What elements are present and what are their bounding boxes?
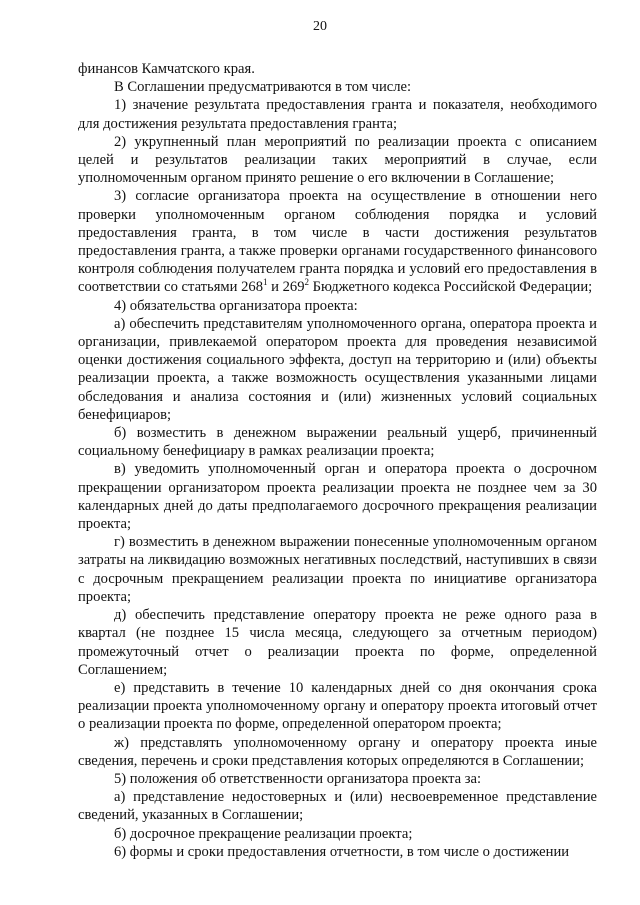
paragraph-item-6: 6) формы и сроки предоставления отчетности, в том числе о достижении (114, 843, 570, 860)
paragraph-item-4e: е) представить в течение 10 календарных дней со дня окончания срока реализации проекта уполномоченному органу и оператору проекта итоговый отчет о реализации проекта по форме, определенной оператором проекта; (78, 679, 597, 733)
paragraph-item-3-mid: и 269 (267, 279, 305, 296)
paragraph-item-5a: а) представление недостоверных и (или) несвоевременное представление сведений, указанных в Соглашении; (78, 789, 597, 824)
paragraph-item-4b: б) возместить в денежном выражении реальный ущерб, причиненный социальному бенефициару в рамках реализации проекта; (78, 425, 597, 460)
superscript-1: 1 (263, 277, 268, 288)
page-number: 20 (313, 19, 327, 34)
paragraph-item-5b: б) досрочное прекращение реализации проекта; (114, 825, 413, 842)
paragraph-item-4: 4) обязательства организатора проекта: (114, 297, 358, 314)
paragraph-continuation: финансов Камчатского края. (78, 61, 255, 77)
paragraph-item-5: 5) положения об ответственности организатора проекта за: (114, 770, 482, 787)
paragraph-item-4d: д) обеспечить представление оператору проекта не реже одного раза в квартал (не позднее 15 числа месяца, следующего за отчетным периодом) промежуточный отчет о реализации проекта по форме, определенной Соглашением; (78, 607, 597, 678)
paragraph-item-4v: в) уведомить уполномоченный орган и оператора проекта о досрочном прекращении организатором проекта реализации проекта не позднее чем за 30 календарных дней до даты предполагаемого досрочного прекращения реализации проекта; (78, 461, 597, 533)
paragraph-item-4a: а) обеспечить представителям уполномоченного органа, оператора проекта и организации, привлекаемой оператором проекта для проведения независимой оценки достижения социального эффекта, доступ на территорию и (или) объекты реализации проекта, а также возможность осуществления указанными лицами обследования и анализа состояния и (или) жизненных условий социальных бенефициаров; (78, 315, 597, 423)
paragraph-item-3-tail: Бюджетного кодекса Российской Федерации; (309, 279, 593, 296)
paragraph-agreement-intro: В Соглашении предусматриваются в том числе: (114, 79, 412, 96)
paragraph-item-2: 2) укрупненный план мероприятий по реализации проекта с описанием целей и результатов реализации таких мероприятий в случае, если уполномоченным органом принято решение о его включении в Соглашение; (78, 133, 597, 187)
paragraph-item-3 (78, 187, 597, 296)
superscript-2: 2 (304, 277, 309, 288)
document-body (78, 60, 597, 861)
paragraph-item-4g: г) возместить в денежном выражении понесенные уполномоченным органом затраты на ликвидацию возможных негативных последствий, наступивших в связи с досрочным прекращением реализации проекта по инициативе организатора проекта; (78, 534, 597, 605)
paragraph-item-4zh: ж) представлять уполномоченному органу и оператору проекта иные сведения, перечень и сроки представления которых определяются в Соглашении; (78, 734, 597, 769)
paragraph-item-3-text: 3) согласие организатора проекта на осуществление в отношении него проверки уполномоченным органом соблюдения порядка и условий предоставления гранта, в том числе в части достижения результатов предоставления гранта, а также проверки органами государственного финансового контроля соблюдения получателем гранта порядка и условий его предоставления в соответствии со статьями 268 (78, 188, 597, 296)
paragraph-item-1: 1) значение результата предоставления гранта и показателя, необходимого для достижения результата предоставления гранта; (78, 97, 597, 132)
